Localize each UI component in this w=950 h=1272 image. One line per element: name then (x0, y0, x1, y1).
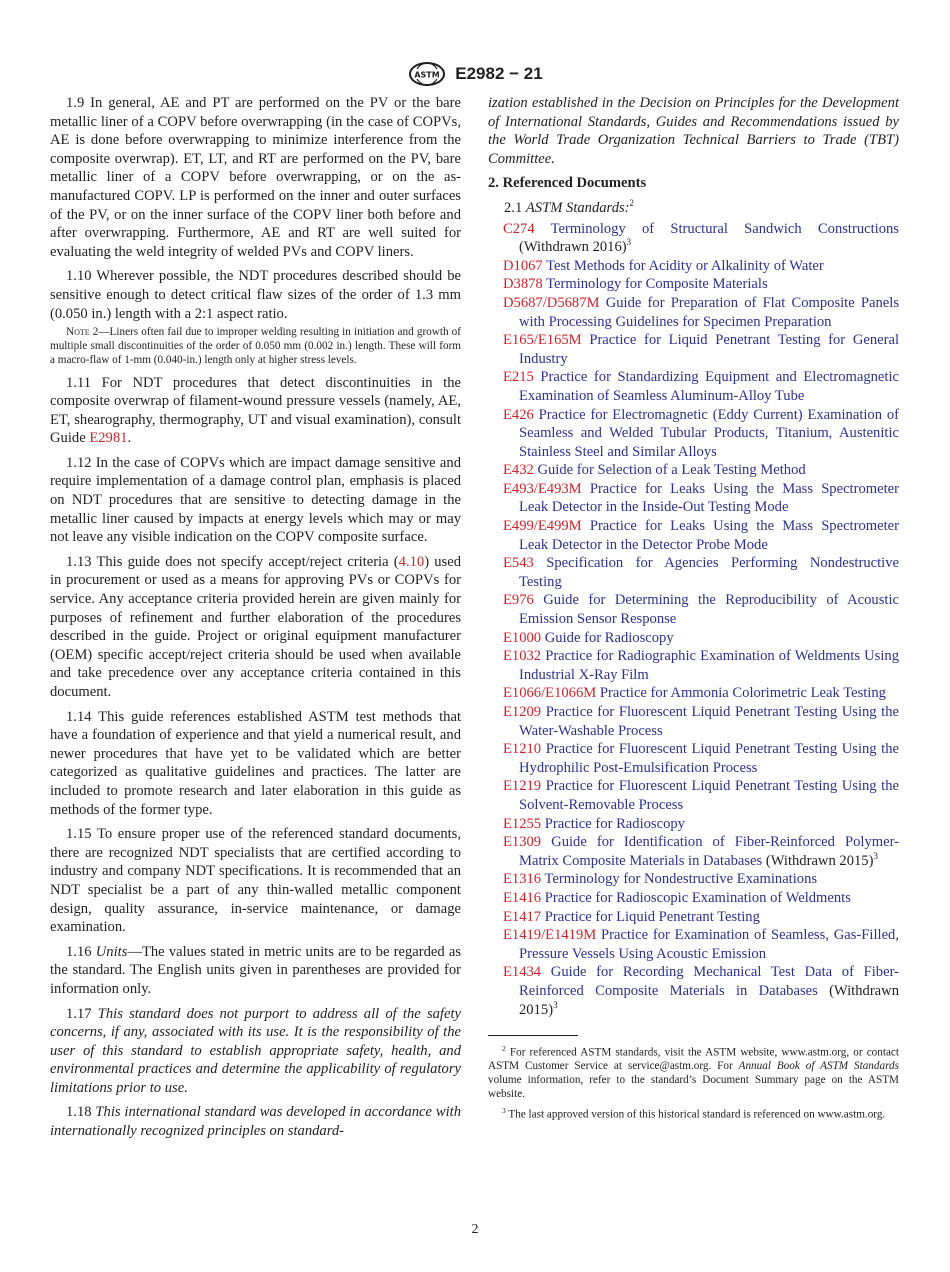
text-run: 2—Liners often fail due to improper welding resulting in initiation and growth of multiple small discontinuities of the order of 0.050 mm (0.002 in.) length. These will form a macro-flaw of 1-mm (0.040-in.) length only at higher stress levels. (50, 326, 461, 366)
reference-code-link[interactable]: E1417 (503, 908, 542, 925)
right-intro-paragraph: ization established in the Decision on Principles for the Development of International Standards, Guides and Recommendations issued by the World Trade Organization Technical Barriers to Trade (TBT) Committee. (488, 95, 899, 167)
reference-title-link[interactable]: Guide for Recording Mechanical Test Data of Fiber-Reinforced Composite Materials in Databases (519, 964, 899, 999)
reference-code-link[interactable]: E1066/E1066M (503, 685, 597, 702)
reference-code-link[interactable]: E1210 (503, 741, 542, 758)
withdrawn-note: (Withdrawn 2015) (519, 982, 899, 1018)
reference-title-link[interactable]: Guide for Preparation of Flat Composite Panels with Processing Guidelines for Specimen Preparation (519, 294, 899, 330)
footnote-3 (488, 1104, 899, 1122)
footnotes (488, 1042, 899, 1122)
reference-item (503, 870, 899, 889)
cross-reference-link[interactable]: 4.10 (398, 553, 425, 570)
text-run: 1.13 This guide does not specify accept/reject criteria ( (66, 553, 399, 570)
text-run: 1.11 For NDT procedures that detect discontinuities in the composite overwrap of filament-wound pressure vessels (namely, AE, ET, shearography, thermography, UT and visual examination), consult Guide (50, 374, 461, 447)
reference-title-link[interactable]: Practice for Electromagnetic (Eddy Current) Examination of Seamless and Welded Tubular Products, Titanium, Austenitic Stainless Steel and Similar Alloys (519, 406, 900, 460)
text-run: 1.18 (66, 1104, 96, 1121)
reference-item (503, 591, 899, 628)
reference-title-link[interactable]: Practice for Liquid Penetrant Testing for General Industry (519, 332, 899, 367)
text-run: 1.14 This guide references established ASTM test methods that have a foundation of experience and that yield a numerical result, and newer procedures that have yet to be validated which are better categorized as qualitative guidelines and practices. The latter are included to promote research and later elaboration in this guide as methods of the former type. (50, 708, 461, 818)
reference-title-link[interactable]: Specification for Agencies Performing Nondestructive Testing (519, 555, 899, 590)
reference-item (503, 294, 899, 331)
footnote-marker: 3 (873, 850, 878, 861)
note-2 (50, 326, 461, 367)
reference-item (503, 517, 899, 554)
reference-item (503, 703, 899, 740)
paragraph-p114 (50, 708, 461, 820)
text-run: The last approved version of this historical standard is referenced on www.astm.org. (508, 1108, 886, 1121)
reference-item (503, 368, 899, 405)
reference-code-link[interactable]: D1067 (503, 257, 543, 274)
reference-code-link[interactable]: E165/E165M (503, 332, 582, 349)
reference-title-link[interactable]: Practice for Radioscopy (544, 815, 685, 832)
astm-logo-icon (407, 60, 447, 88)
reference-code-link[interactable]: E215 (503, 369, 534, 386)
cross-reference-link[interactable]: E2981 (89, 430, 128, 447)
text-run: Note (66, 326, 90, 339)
paragraph-p113 (50, 553, 461, 702)
paragraph-p117 (50, 1005, 461, 1098)
reference-item (503, 647, 899, 684)
reference-title-link[interactable]: Guide for Radioscopy (544, 629, 674, 646)
subsection-label: 2.1 ASTM Standards:$^2$ (504, 198, 635, 216)
paragraph-p115 (50, 825, 461, 937)
reference-title-link[interactable]: Practice for Radioscopic Examination of Weldments (544, 889, 851, 906)
text-run: 1.9 In general, AE and PT are performed on the PV or the bare metallic liner of a COPV before overwrapping (in the case of COPVs, AE is done before overwrapping to minimize interference from the composite overwrap). ET, LT, and RT are performed on the PV, bare metallic liner of a COPV before overwrapping, or on the as-manufactured COPV. LP is performed on the inner and outer surfaces of the PV, or on the inner surface of the COPV liner both before and after overwrapping. Furthermore, AE and RT are well suited for evaluating the weld integrity of welded PVs and COPV liners. (50, 95, 461, 260)
reference-title-link[interactable]: Terminology for Composite Materials (546, 276, 768, 293)
footnote-2 (488, 1042, 899, 1101)
text-run: For referenced ASTM standards, visit the ASTM website, www.astm.org, or contact ASTM Customer Service at service@astm.org. For (488, 1046, 899, 1073)
reference-item (503, 554, 899, 591)
reference-item (503, 220, 899, 257)
reference-item (503, 926, 899, 963)
reference-title-link[interactable]: Practice for Fluorescent Liquid Penetrant Testing Using the Water-Washable Process (519, 704, 899, 739)
reference-item (503, 889, 899, 908)
paragraph-p118 (50, 1103, 461, 1140)
section-heading: 2. Referenced Documents (488, 175, 647, 192)
footnote-number: 2 (502, 1044, 506, 1054)
reference-code-link[interactable]: C274 (503, 220, 535, 237)
text-run: 1.15 To ensure proper use of the referenced standard documents, there are recognized NDT specialists that are certified according to industry and company NDT specifications. It is recommended that an NDT specialist be a part of any thin-walled metallic component design, quality assurance, in-service maintenance, or damage examination. (50, 826, 461, 936)
reference-title-link[interactable]: Practice for Radiographic Examination of Weldments Using Industrial X-Ray Film (519, 648, 899, 683)
footnote-marker: 3 (626, 237, 632, 248)
reference-code-link[interactable]: E1419/E1419M (503, 927, 597, 944)
svg-text:ASTM: ASTM (414, 70, 440, 80)
paragraph-p116 (50, 943, 461, 999)
left-column (50, 94, 461, 1147)
reference-title-link[interactable]: Practice for Leaks Using the Mass Spectrometer Leak Detector in the Detector Probe Mode (519, 518, 899, 553)
reference-item (503, 480, 899, 517)
text-run: 1.10 Wherever possible, the NDT procedures described should be sensitive enough to detect critical flaw sizes of the order of 1.3 mm (0.050 in.) length with a 2:1 aspect ratio. (50, 268, 461, 322)
reference-code-link[interactable]: E543 (503, 555, 534, 572)
paragraph-p112 (50, 454, 461, 547)
reference-item (503, 908, 899, 927)
text-run: Annual Book of ASTM Standards (738, 1060, 899, 1073)
reference-item (503, 257, 899, 276)
text-run: This international standard was developed in accordance with internationally recognized principles on standard- (50, 1104, 462, 1140)
reference-code-link[interactable]: E1000 (503, 629, 542, 646)
text-run: ) used in procurement or used as a means for approving PVs or COPVs for service. Any acceptance criteria provided herein are given mainly for purposes of refinement and further elaboration of the procedures described in the guide. Project or original equipment manufacturer (OEM) specific accept/reject criteria should be used when available and take precedence over any acceptance criteria contained in this document. (50, 553, 461, 701)
reference-title-link[interactable]: Practice for Liquid Penetrant Testing (544, 908, 760, 925)
reference-code-link[interactable]: E493/E493M (503, 480, 582, 497)
text-run: 1.16 (66, 943, 96, 960)
reference-title-link[interactable]: Practice for Fluorescent Liquid Penetrant Testing Using the Solvent-Removable Process (519, 778, 899, 813)
reference-list (488, 220, 899, 1020)
paragraph-p111 (50, 374, 461, 448)
reference-item (503, 833, 900, 870)
text-run: volume information, refer to the standard’s Document Summary page on the ASTM website. (488, 1074, 899, 1100)
reference-code-link[interactable]: E1032 (503, 648, 542, 665)
withdrawn-note: (Withdrawn 2016) (519, 239, 627, 256)
reference-code-link[interactable]: E1209 (503, 704, 542, 720)
right-column (488, 94, 899, 1126)
reference-item (503, 963, 899, 1019)
reference-title-link[interactable]: Practice for Ammonia Colorimetric Leak Testing (599, 685, 886, 702)
footnote-marker: 3 (553, 999, 558, 1010)
text-run: 1.17 (66, 1005, 98, 1022)
reference-title-link[interactable]: Test Methods for Acidity or Alkalinity of Water (546, 257, 824, 274)
reference-title-link[interactable]: Practice for Standardizing Equipment and Electromagnetic Examination of Seamless Aluminum-Alloy Tube (519, 369, 899, 404)
reference-title-link[interactable]: Terminology for Nondestructive Examinations (544, 871, 818, 888)
withdrawn-note: (Withdrawn 2015) (762, 852, 874, 869)
reference-title-link[interactable]: Practice for Leaks Using the Mass Spectrometer Leak Detector in the Inside-Out Testing Mode (519, 480, 899, 516)
reference-code-link[interactable]: E499/E499M (503, 518, 582, 535)
reference-item (503, 331, 899, 368)
reference-item (503, 406, 900, 462)
reference-code-link[interactable]: E432 (503, 462, 534, 479)
reference-title-link[interactable]: Guide for Selection of a Leak Testing Method (537, 462, 806, 479)
paragraph-p110 (50, 267, 461, 323)
reference-code-link[interactable]: E1309 (503, 834, 542, 851)
reference-item (503, 815, 899, 834)
reference-item (503, 629, 899, 648)
reference-code-link[interactable]: E1255 (503, 815, 542, 832)
reference-item (503, 777, 899, 814)
reference-code-link[interactable]: E1416 (503, 889, 542, 906)
reference-code-link[interactable]: E976 (503, 592, 534, 609)
reference-item (503, 275, 899, 294)
page-header (0, 60, 950, 86)
reference-title-link[interactable]: Guide for Identification of Fiber-Reinforced Polymer-Matrix Composite Materials in Databases (519, 834, 900, 869)
text-run: 1.12 In the case of COPVs which are impact damage sensitive and require implementation of a damage control plan, emphasis is placed on NDT procedures that are sensitive to detecting damage in the metallic liner caused by impacts at energy levels which may or may not leave any visible indication on the COPV composite surface. (50, 454, 461, 546)
footnote-rule (488, 1035, 578, 1036)
text-run: Units (95, 943, 128, 960)
reference-code-link[interactable]: D3878 (503, 276, 543, 293)
text-run: . (127, 430, 132, 447)
reference-item (503, 740, 899, 777)
reference-title-link[interactable]: Guide for Determining the Reproducibility of Acoustic Emission Sensor Response (519, 592, 899, 628)
text-run: —The values stated in metric units are to be regarded as the standard. The English units given in parentheses are provided for information only. (50, 943, 461, 997)
reference-title-link[interactable]: Practice for Examination of Seamless, Gas-Filled, Pressure Vessels Using Acoustic Emission (519, 927, 899, 962)
text-run: This standard does not purport to address all of the safety concerns, if any, associated with its use. It is the responsibility of the user of this standard to establish appropriate safety, health, and environmental practices and determine the applicability of regulatory limitations prior to use. (50, 1005, 461, 1096)
reference-code-link[interactable]: E1316 (503, 871, 542, 888)
reference-code-link[interactable]: E1219 (503, 778, 542, 795)
reference-code-link[interactable]: E426 (503, 406, 534, 423)
paragraph-p19 (50, 94, 461, 261)
page-number: 2 (471, 1222, 479, 1237)
reference-code-link[interactable]: D5687/D5687M (503, 294, 600, 311)
reference-item (503, 461, 899, 480)
reference-code-link[interactable]: E1434 (503, 964, 542, 981)
reference-item (503, 684, 899, 703)
document-designation: E2982 − 21 (455, 64, 543, 83)
footnote-number: 3 (502, 1106, 506, 1116)
reference-title-link[interactable]: Practice for Fluorescent Liquid Penetrant Testing Using the Hydrophilic Post-Emulsification Process (519, 741, 899, 776)
reference-title-link[interactable]: Terminology of Structural Sandwich Constructions (550, 220, 899, 237)
